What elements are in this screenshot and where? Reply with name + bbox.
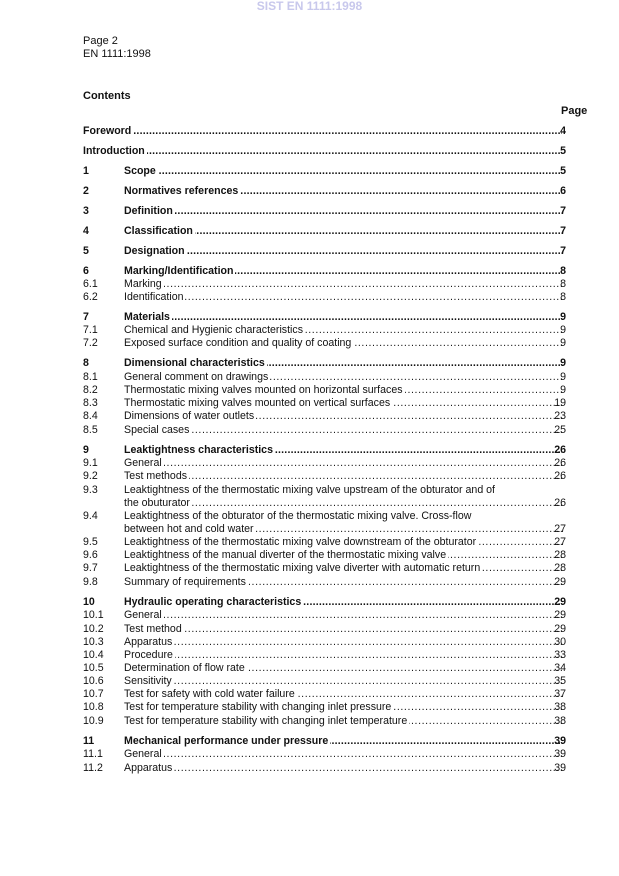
toc-entry[interactable] <box>0 185 619 198</box>
toc-entry[interactable] <box>0 675 619 688</box>
toc-entry-number: 9.7 <box>83 562 98 574</box>
toc-entry-leader <box>124 636 562 649</box>
toc-entry-page: 28 <box>554 562 566 574</box>
toc-entry-page: 8 <box>560 291 566 303</box>
toc-entry-title: Sensitivity <box>124 675 172 687</box>
toc-entry-number: 10.2 <box>83 623 104 635</box>
toc-entry-number: 10.6 <box>83 675 104 687</box>
toc-entry[interactable] <box>0 536 619 549</box>
toc-entry-number: 10.8 <box>83 701 104 713</box>
toc-entry-leader <box>124 291 562 304</box>
toc-entry-title: Leaktightness characteristics <box>124 444 273 456</box>
toc-entry[interactable] <box>0 715 619 728</box>
toc-entry-title: Apparatus <box>124 762 173 774</box>
toc-entry-leader <box>124 311 562 324</box>
toc-entry-title: Test method <box>124 623 182 635</box>
toc-entry-number: 7 <box>83 311 89 323</box>
toc-entry-page: 9 <box>560 371 566 383</box>
toc-entry-number: 9.3 <box>83 484 98 496</box>
toc-entry-number: 8.3 <box>83 397 98 409</box>
toc-entry-leader <box>83 125 562 138</box>
watermark: SIST EN 1111:1998 <box>256 0 363 13</box>
standard-id: EN 1111:1998 <box>83 48 151 60</box>
toc-entry-number: 10.9 <box>83 715 104 727</box>
toc-entry-title: Dimensions of water outlets <box>124 410 255 422</box>
toc-entry-page: 9 <box>560 357 566 369</box>
toc-entry-page: 26 <box>554 470 566 482</box>
toc-entry-leader <box>124 748 562 761</box>
toc-entry-page: 23 <box>554 410 566 422</box>
toc-entry-leader <box>124 497 562 510</box>
toc-entry[interactable] <box>0 205 619 218</box>
toc-entry-leader <box>124 596 562 609</box>
toc-entry-title: Test for temperature stability with changing inlet temperature <box>124 715 408 727</box>
page-number: Page 2 <box>83 35 118 47</box>
toc-entry[interactable] <box>0 701 619 714</box>
toc-entry-page: 27 <box>554 523 566 535</box>
toc-entry-leader <box>124 735 562 748</box>
toc-entry-leader <box>124 397 562 410</box>
toc-entry-title: Determination of flow rate <box>124 662 245 674</box>
toc-entry-title: Apparatus <box>124 636 173 648</box>
toc-entry-page: 34 <box>554 662 566 674</box>
toc-entry-leader <box>124 278 562 291</box>
toc-entry-title: the obuturator <box>124 497 190 509</box>
toc-entry-leader <box>124 324 562 337</box>
toc-entry-number: 1 <box>83 165 89 177</box>
toc-entry-title: Leaktightness of the thermostatic mixing valve upstream of the obturator and of <box>124 484 495 496</box>
toc-entry-leader <box>124 562 562 575</box>
toc-entry-page: 8 <box>560 278 566 290</box>
toc-entry-leader <box>124 457 562 470</box>
toc-entry[interactable] <box>0 384 619 397</box>
toc-entry-leader <box>124 536 562 549</box>
toc-entry-leader <box>124 523 562 536</box>
toc-entry-page: 33 <box>554 649 566 661</box>
toc-entry[interactable] <box>0 596 619 609</box>
toc-entry-title: Leaktightness of the manual diverter of the thermostatic mixing valve <box>124 549 447 561</box>
toc-entry-page: 39 <box>554 735 566 747</box>
toc-entry-title: Special cases <box>124 424 190 436</box>
toc-entry-page: 9 <box>560 384 566 396</box>
toc-entry-leader <box>124 701 562 714</box>
toc-entry[interactable] <box>0 649 619 662</box>
toc-entry[interactable] <box>0 470 619 483</box>
toc-entry[interactable] <box>0 397 619 410</box>
toc-entry-leader <box>124 165 562 178</box>
toc-entry[interactable] <box>0 265 619 278</box>
toc-entry-title: General comment on drawings <box>124 371 269 383</box>
toc-entry-number: 10.3 <box>83 636 104 648</box>
toc-entry-page: 38 <box>554 715 566 727</box>
toc-entry-leader <box>124 675 562 688</box>
toc-entry-number: 7.2 <box>83 337 98 349</box>
toc-entry-page: 5 <box>560 165 566 177</box>
toc-entry-leader <box>124 265 562 278</box>
toc-entry-number: 9.2 <box>83 470 98 482</box>
toc-entry-leader <box>124 715 562 728</box>
toc-entry-title: Materials <box>124 311 170 323</box>
toc-entry-title: Foreword <box>83 125 132 137</box>
toc-entry-number: 10.4 <box>83 649 104 661</box>
toc-entry-leader <box>124 609 562 622</box>
toc-entry-first-line <box>0 484 619 497</box>
toc-entry-page: 37 <box>554 688 566 700</box>
toc-entry-leader <box>124 444 562 457</box>
toc-entry-title: Test methods <box>124 470 188 482</box>
toc-entry-title: Introduction <box>83 145 145 157</box>
toc-entry-title: Leaktightness of the obturator of the thermostatic mixing valve. Cross-flow <box>124 510 472 522</box>
toc-entry-page: 28 <box>554 549 566 561</box>
toc-entry-leader <box>124 410 562 423</box>
toc-entry-number: 11.2 <box>83 762 103 774</box>
toc-entry-title: Test for temperature stability with changing inlet pressure <box>124 701 392 713</box>
toc-entry-title: General <box>124 748 162 760</box>
toc-entry-title: Hydraulic operating characteristics <box>124 596 302 608</box>
toc-entry-page: 25 <box>554 424 566 436</box>
toc-entry-number: 6.2 <box>83 291 98 303</box>
toc-entry-number: 8.1 <box>83 371 98 383</box>
toc-entry[interactable] <box>0 357 619 370</box>
toc-entry-leader <box>124 662 562 675</box>
toc-entry[interactable] <box>0 311 619 324</box>
contents-title: Contents <box>83 90 131 102</box>
toc-entry-number: 10.7 <box>83 688 104 700</box>
toc-entry-title: Test for safety with cold water failure <box>124 688 295 700</box>
toc-entry-number: 10.1 <box>83 609 104 621</box>
toc-entry[interactable] <box>0 636 619 649</box>
toc-entry-page: 29 <box>554 576 566 588</box>
toc-entry[interactable] <box>0 748 619 761</box>
toc-entry-page: 26 <box>554 457 566 469</box>
toc-entry-title: Summary of requirements <box>124 576 246 588</box>
toc-entry-leader <box>124 225 562 238</box>
toc-entry[interactable] <box>0 576 619 589</box>
toc-entry-page: 4 <box>560 125 566 137</box>
toc-entry[interactable] <box>0 225 619 238</box>
toc-entry-number: 8 <box>83 357 89 369</box>
toc-entry-page: 6 <box>560 185 566 197</box>
toc-entry-page: 26 <box>554 497 566 509</box>
toc-entry-title: Marking/Identification <box>124 265 234 277</box>
toc-entry[interactable] <box>0 457 619 470</box>
toc-entry[interactable] <box>0 291 619 304</box>
toc-entry[interactable] <box>0 688 619 701</box>
toc-entry-title: Marking <box>124 278 162 290</box>
toc-entry-leader <box>124 357 562 370</box>
toc-entry[interactable] <box>0 623 619 636</box>
toc-entry-leader <box>83 145 562 158</box>
toc-entry-title: Thermostatic mixing valves mounted on vertical surfaces <box>124 397 391 409</box>
toc-entry-number: 2 <box>83 185 89 197</box>
toc-entry-page: 7 <box>560 205 566 217</box>
toc-entry-leader <box>124 205 562 218</box>
toc-entry[interactable] <box>0 735 619 748</box>
toc-entry-page: 35 <box>554 675 566 687</box>
toc-entry-page: 8 <box>560 265 566 277</box>
toc-entry-leader <box>124 688 562 701</box>
toc-entry-number: 11 <box>83 735 95 747</box>
toc-entry-title: Identification <box>124 291 184 303</box>
toc-entry-page: 9 <box>560 337 566 349</box>
toc-entry-number: 4 <box>83 225 89 237</box>
toc-entry-title: Leaktightness of the thermostatic mixing valve diverter with automatic return <box>124 562 481 574</box>
toc-entry-leader <box>124 623 562 636</box>
toc-entry-title: Normatives references <box>124 185 239 197</box>
toc-entry-page: 7 <box>560 245 566 257</box>
toc-entry-number: 9.8 <box>83 576 98 588</box>
toc-entry-page: 7 <box>560 225 566 237</box>
toc-entry-number: 9.6 <box>83 549 98 561</box>
toc-entry-page: 27 <box>554 536 566 548</box>
toc-entry-number: 10.5 <box>83 662 104 674</box>
toc-entry-leader <box>124 185 562 198</box>
toc-entry-title: Exposed surface condition and quality of coating <box>124 337 352 349</box>
toc-entry-title: Mechanical performance under pressure <box>124 735 329 747</box>
toc-entry-first-line <box>0 510 619 523</box>
toc-entry-number: 7.1 <box>83 324 98 336</box>
toc-entry-number: 8.2 <box>83 384 98 396</box>
toc-entry[interactable] <box>0 562 619 575</box>
toc-entry-leader <box>124 371 562 384</box>
toc-entry-title: Definition <box>124 205 173 217</box>
toc-entry-page: 5 <box>560 145 566 157</box>
toc-entry-leader <box>124 424 562 437</box>
toc-entry-page: 9 <box>560 311 566 323</box>
toc-entry-leader <box>124 549 562 562</box>
toc-entry[interactable] <box>0 145 619 158</box>
toc-entry[interactable] <box>0 762 619 775</box>
toc-entry-leader <box>124 245 562 258</box>
toc-entry-title: Designation <box>124 245 185 257</box>
toc-entry-page: 39 <box>554 748 566 760</box>
toc-entry-page: 19 <box>554 397 566 409</box>
toc-entry-title: Leaktightness of the thermostatic mixing valve downstream of the obturator <box>124 536 477 548</box>
toc-entry-number: 10 <box>83 596 95 608</box>
toc-entry[interactable] <box>0 245 619 258</box>
toc-entry-number: 6 <box>83 265 89 277</box>
toc-entry-leader <box>124 762 562 775</box>
toc-entry-title: Thermostatic mixing valves mounted on horizontal surfaces <box>124 384 403 396</box>
toc-entry-page: 29 <box>554 609 566 621</box>
toc-entry[interactable] <box>0 125 619 138</box>
toc-entry-title: Scope <box>124 165 156 177</box>
toc-entry[interactable] <box>0 278 619 291</box>
toc-entry-number: 9.1 <box>83 457 98 469</box>
page-header <box>83 35 151 61</box>
toc-entry[interactable] <box>0 410 619 423</box>
toc-entry-leader <box>124 470 562 483</box>
toc-entry-leader <box>124 384 562 397</box>
toc-entry-title: Chemical and Hygienic characteristics <box>124 324 303 336</box>
toc-entry[interactable] <box>0 549 619 562</box>
toc-entry-page: 38 <box>554 701 566 713</box>
toc-entry-number: 6.1 <box>83 278 98 290</box>
toc-entry[interactable] <box>0 609 619 622</box>
toc-entry-number: 9.5 <box>83 536 98 548</box>
toc-entry-number: 9.4 <box>83 510 98 522</box>
toc-entry-number: 8.4 <box>83 410 98 422</box>
toc-entry[interactable] <box>0 444 619 457</box>
toc-entry-number: 3 <box>83 205 89 217</box>
toc-entry-page: 26 <box>554 444 566 456</box>
toc-entry[interactable] <box>0 662 619 675</box>
toc-entry[interactable] <box>0 424 619 437</box>
toc-entry-title: Procedure <box>124 649 173 661</box>
toc-entry-page: 39 <box>554 762 566 774</box>
toc-entry-page: 30 <box>554 636 566 648</box>
page-column-label: Page <box>561 105 588 117</box>
toc-entry-page: 29 <box>554 596 566 608</box>
toc-entry-title: Dimensional characteristics <box>124 357 265 369</box>
toc-entry-number: 11.1 <box>83 748 103 760</box>
toc-entry-number: 5 <box>83 245 89 257</box>
toc-entry-title: General <box>124 609 162 621</box>
toc-entry[interactable] <box>0 337 619 350</box>
toc-entry-title: General <box>124 457 162 469</box>
toc-entry[interactable] <box>0 324 619 337</box>
toc-entry-title: between hot and cold water <box>124 523 254 535</box>
toc-entry[interactable] <box>0 371 619 384</box>
toc-entry-leader <box>124 337 562 350</box>
toc-entry[interactable] <box>0 497 619 510</box>
toc-entry[interactable] <box>0 165 619 178</box>
toc-entry-leader <box>124 649 562 662</box>
toc-entry-page: 9 <box>560 324 566 336</box>
toc-entry-number: 9 <box>83 444 89 456</box>
toc-entry-title: Classification <box>124 225 193 237</box>
toc-entry[interactable] <box>0 523 619 536</box>
toc-entry-leader <box>124 576 562 589</box>
toc-entry-page: 29 <box>554 623 566 635</box>
toc-entry-number: 8.5 <box>83 424 98 436</box>
